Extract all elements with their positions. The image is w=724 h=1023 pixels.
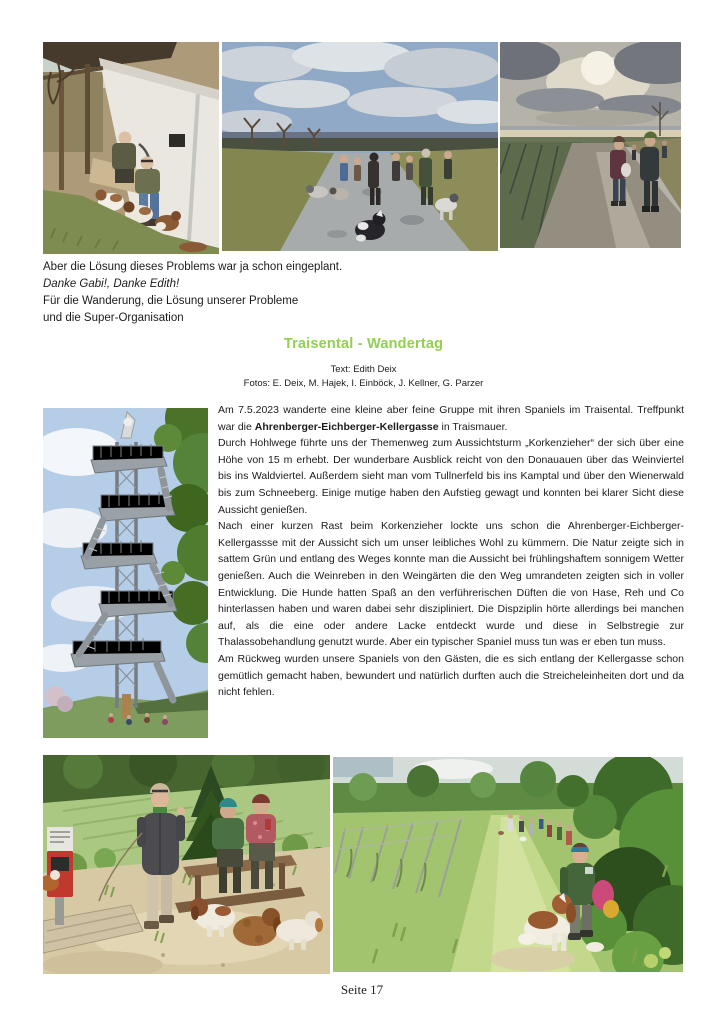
paragraph-1 [218,402,684,435]
intro-line-4: und die Super-Organisation [43,312,184,324]
photo-top-left-illustration [43,42,219,254]
photo-tower [43,408,208,738]
intro-line-3: Für die Wanderung, die Lösung unserer Probleme [43,295,299,307]
photo-top-middle-illustration [222,42,498,251]
photo-bottom-left-illustration [43,755,330,974]
intro-text [43,259,483,327]
photo-bottom-right [333,757,683,972]
paragraph-1-post: in Traismauer. [438,420,508,433]
photo-tower-illustration [43,408,208,738]
photo-bottom-right-illustration [333,757,683,972]
credit-photos-line: Fotos: E. Deix, M. Hajek, I. Einböck, J. Kellner, G. Parzer [243,377,484,389]
photo-top-right [500,42,681,248]
footer-page-number: Seite 17 [340,982,384,997]
paragraph-4: Am Rückweg wurden unsere Spaniels von den Gästen, die es sich entlang der Kellergasse schon gemütlich gemacht haben, bewundert und natürlich durften auch die Streicheleinheiten dort und da nicht fehlen. [218,652,684,699]
paragraph-3: Nach einer kurzen Rast beim Korkenzieher lockte uns schon die Ahrenberger-Eichberger-Kellergassse mit der Aussicht sich um unser leibliches Wohl zu kümmern. Die Natur zeigte sich in sattem Grün und entlang des Weges konnte man die Aussicht bei frühlingshaftem sonnigem Wetter genießen. Auch die Weinreben in den Weingärten die den Weg umrandeten zeigten sich in voller Entwicklung. Die Hunde hatten Spaß an den verführerischen Düften die von Hase, Reh und Co hinterlassen haben und waren dabei sehr diszipliniert. Die Dispziplin hörte allerdings bei manchen auf, als die eine oder andere Lacke entdeckt wurde und diese in Selbstregie zur Thalassobehandlung genutzt wurde. Aber ein typischer Spaniel muss tun was er eben tun muss. [218,520,684,649]
article-title: Traisental - Wandertag [283,336,444,352]
photo-bottom-left [43,755,330,974]
photo-top-right-illustration [500,42,681,248]
credit-text-line: Text: Edith Deix [330,364,397,375]
intro-line-1: Aber die Lösung dieses Problems war ja schon eingeplant. [43,261,343,273]
photo-top-left [43,42,219,254]
photo-top-middle [222,42,498,251]
article-body [218,402,684,701]
paragraph-2: Durch Hohlwege führte uns der Themenweg zum Aussichtsturm „Korkenzieher“ der sich über eine Höhe von 15 m erhebt. Der wunderbare Ausblick reicht von den Donauauen über das Weinviertel bis ins Waldviertel. Außerdem sieht man vom Tullnerfeld bis ins Kamptal und über den Wienerwald bis zum Schneeberg. Einige mutige haben den Aufstieg gewagt und konnten bei klarer Sicht diese Aussicht genießen. [218,437,684,516]
article-credits [43,363,684,390]
paragraph-1-pre: Am 7.5.2023 wanderte eine kleine aber feine Gruppe mit ihren Spaniels im Traisental. Treffpunkt war die [218,404,684,433]
intro-line-2: Danke Gabi!, Danke Edith! [43,278,180,290]
paragraph-1-bold: Ahrenberger-Eichberger-Kellergasse [254,420,439,433]
